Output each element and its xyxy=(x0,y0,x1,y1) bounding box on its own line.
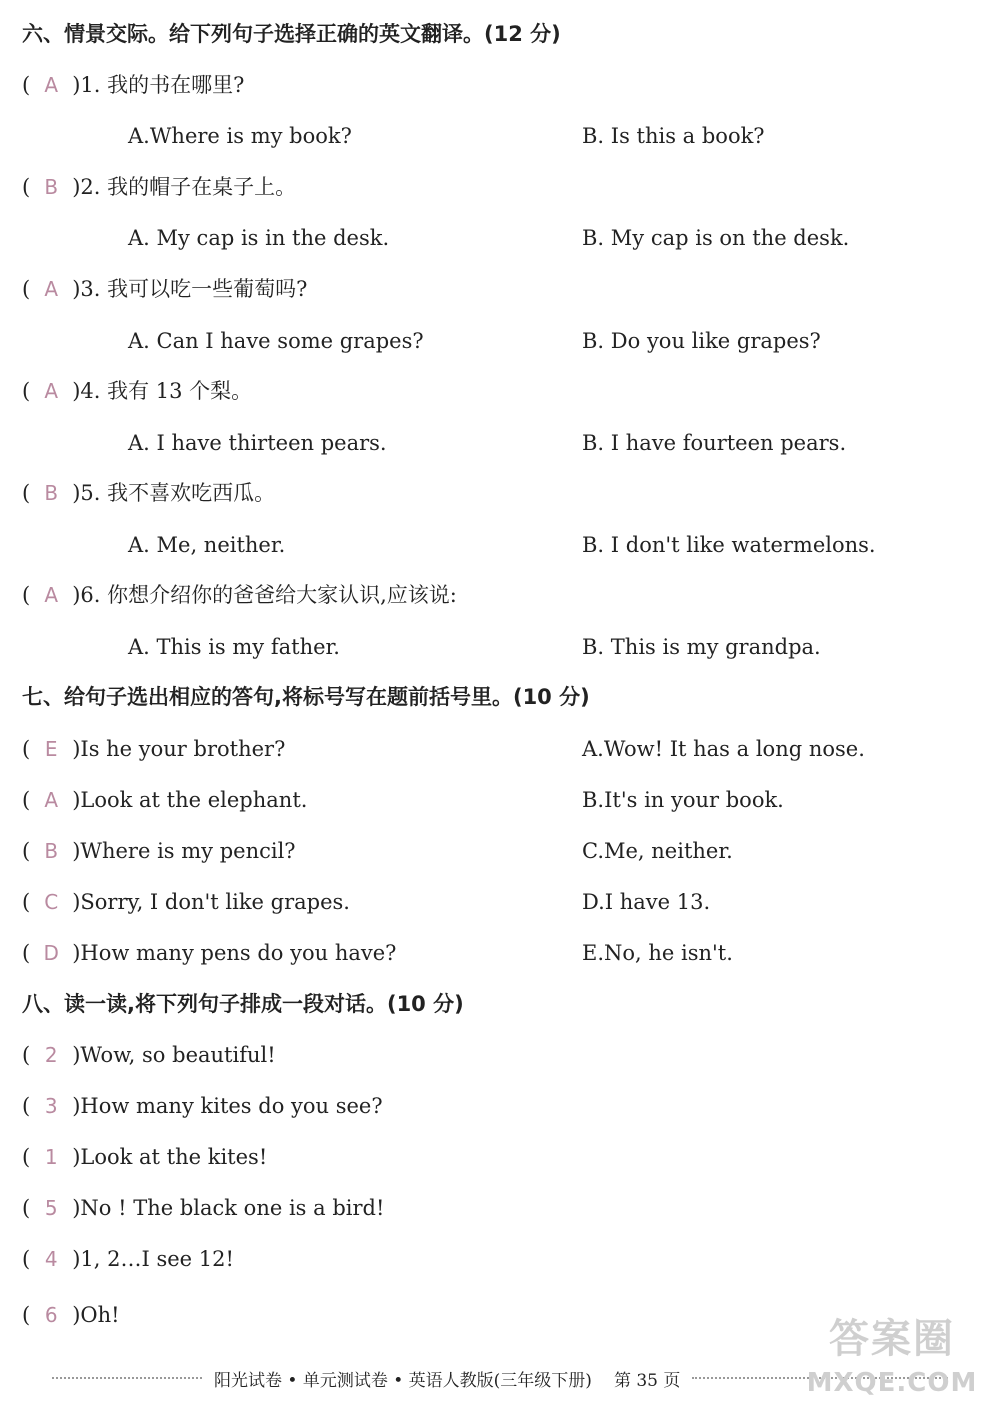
answer-blank[interactable]: B xyxy=(44,175,59,199)
option-a: A. Can I have some grapes? xyxy=(128,329,424,353)
response-option: E.No, he isn't. xyxy=(582,941,733,965)
s6-question-2: ( B )2. 我的帽子在桌子上。 xyxy=(22,167,296,207)
item-text: )Oh! xyxy=(72,1303,120,1327)
s6-question-3: ( A )3. 我可以吃一些葡萄吗? xyxy=(22,269,307,309)
option-b: B. My cap is on the desk. xyxy=(582,226,850,250)
section-7-title: 七、给句子选出相应的答句,将标号写在题前括号里。(10 分) xyxy=(22,685,590,709)
option-a: A. I have thirteen pears. xyxy=(128,431,387,455)
item-text: )How many pens do you have? xyxy=(72,941,397,965)
s8-item-3: ( 1 )Look at the kites! xyxy=(22,1137,267,1177)
answer-blank[interactable]: E xyxy=(44,737,58,761)
question-text: )2. 我的帽子在桌子上。 xyxy=(72,175,297,199)
item-text: )Look at the elephant. xyxy=(72,788,308,812)
response-option: D.I have 13. xyxy=(582,890,711,914)
s7-item-2: ( A )Look at the elephant. xyxy=(22,780,307,820)
response-option: A.Wow! It has a long nose. xyxy=(582,737,865,761)
item-text: )Sorry, I don't like grapes. xyxy=(72,890,350,914)
answer-blank[interactable]: 1 xyxy=(44,1145,58,1169)
answer-blank[interactable]: 3 xyxy=(44,1094,58,1118)
section-6-title: 六、情景交际。给下列句子选择正确的英文翻译。(12 分) xyxy=(22,22,561,46)
answer-blank[interactable]: A xyxy=(44,277,59,301)
footer-divider-left xyxy=(52,1377,202,1379)
s8-item-1: ( 2 )Wow, so beautiful! xyxy=(22,1035,276,1075)
watermark xyxy=(792,1312,992,1408)
answer-blank[interactable]: A xyxy=(44,583,59,607)
s7-item-4: ( C )Sorry, I don't like grapes. xyxy=(22,882,350,922)
answer-blank[interactable]: 4 xyxy=(44,1247,58,1271)
answer-blank[interactable]: C xyxy=(44,890,59,914)
response-option: C.Me, neither. xyxy=(582,839,733,863)
question-text: )1. 我的书在哪里? xyxy=(72,73,245,97)
option-b: B. Do you like grapes? xyxy=(582,329,821,353)
s6-question-6: ( A )6. 你想介绍你的爸爸给大家认识,应该说: xyxy=(22,575,457,615)
s8-item-6: ( 6 )Oh! xyxy=(22,1295,120,1335)
s8-item-5: ( 4 )1, 2…I see 12! xyxy=(22,1239,234,1279)
s7-item-3: ( B )Where is my pencil? xyxy=(22,831,296,871)
question-text: )5. 我不喜欢吃西瓜。 xyxy=(72,481,276,505)
item-text: )No ! The black one is a bird! xyxy=(72,1196,385,1220)
answer-blank[interactable]: B xyxy=(44,481,59,505)
item-text: )Is he your brother? xyxy=(72,737,286,761)
option-a: A. Me, neither. xyxy=(128,533,286,557)
s8-item-4: ( 5 )No ! The black one is a bird! xyxy=(22,1188,384,1228)
option-b: B. I have fourteen pears. xyxy=(582,431,847,455)
s6-question-1: ( A )1. 我的书在哪里? xyxy=(22,65,244,105)
answer-blank[interactable]: A xyxy=(44,788,59,812)
page-number: 第 35 页 xyxy=(613,1370,681,1391)
answer-blank[interactable]: A xyxy=(44,73,59,97)
s6-question-5: ( B )5. 我不喜欢吃西瓜。 xyxy=(22,473,275,513)
answer-blank[interactable]: B xyxy=(44,839,59,863)
s7-item-1: ( E )Is he your brother? xyxy=(22,729,285,769)
option-b: B. This is my grandpa. xyxy=(582,635,821,659)
option-a: A.Where is my book? xyxy=(128,124,352,148)
item-text: )1, 2…I see 12! xyxy=(72,1247,234,1271)
question-text: )6. 你想介绍你的爸爸给大家认识,应该说: xyxy=(72,583,457,607)
section-8-title: 八、读一读,将下列句子排成一段对话。(10 分) xyxy=(22,992,464,1016)
item-text: )Look at the kites! xyxy=(72,1145,268,1169)
response-option: B.It's in your book. xyxy=(582,788,784,812)
answer-blank[interactable]: 6 xyxy=(44,1303,58,1327)
question-text: )4. 我有 13 个梨。 xyxy=(72,379,253,403)
question-text: )3. 我可以吃一些葡萄吗? xyxy=(72,277,308,301)
answer-blank[interactable]: 5 xyxy=(44,1196,58,1220)
item-text: )Wow, so beautiful! xyxy=(72,1043,276,1067)
s8-item-2: ( 3 )How many kites do you see? xyxy=(22,1086,383,1126)
answer-blank[interactable]: 2 xyxy=(44,1043,58,1067)
option-b: B. I don't like watermelons. xyxy=(582,533,876,557)
s6-question-4: ( A )4. 我有 13 个梨。 xyxy=(22,371,252,411)
answer-blank[interactable]: D xyxy=(43,941,59,965)
item-text: )How many kites do you see? xyxy=(72,1094,383,1118)
footer-text: 阳光试卷 • 单元测试卷 • 英语人教版(三年级下册) xyxy=(214,1370,592,1391)
s7-item-5: ( D )How many pens do you have? xyxy=(22,933,396,973)
option-a: A. My cap is in the desk. xyxy=(128,226,390,250)
option-b: B. Is this a book? xyxy=(582,124,765,148)
answer-blank[interactable]: A xyxy=(44,379,59,403)
option-a: A. This is my father. xyxy=(128,635,340,659)
item-text: )Where is my pencil? xyxy=(72,839,296,863)
watermark-url: MXQE.COM xyxy=(806,1368,978,1398)
watermark-logo: 答案圈 xyxy=(829,1316,955,1362)
